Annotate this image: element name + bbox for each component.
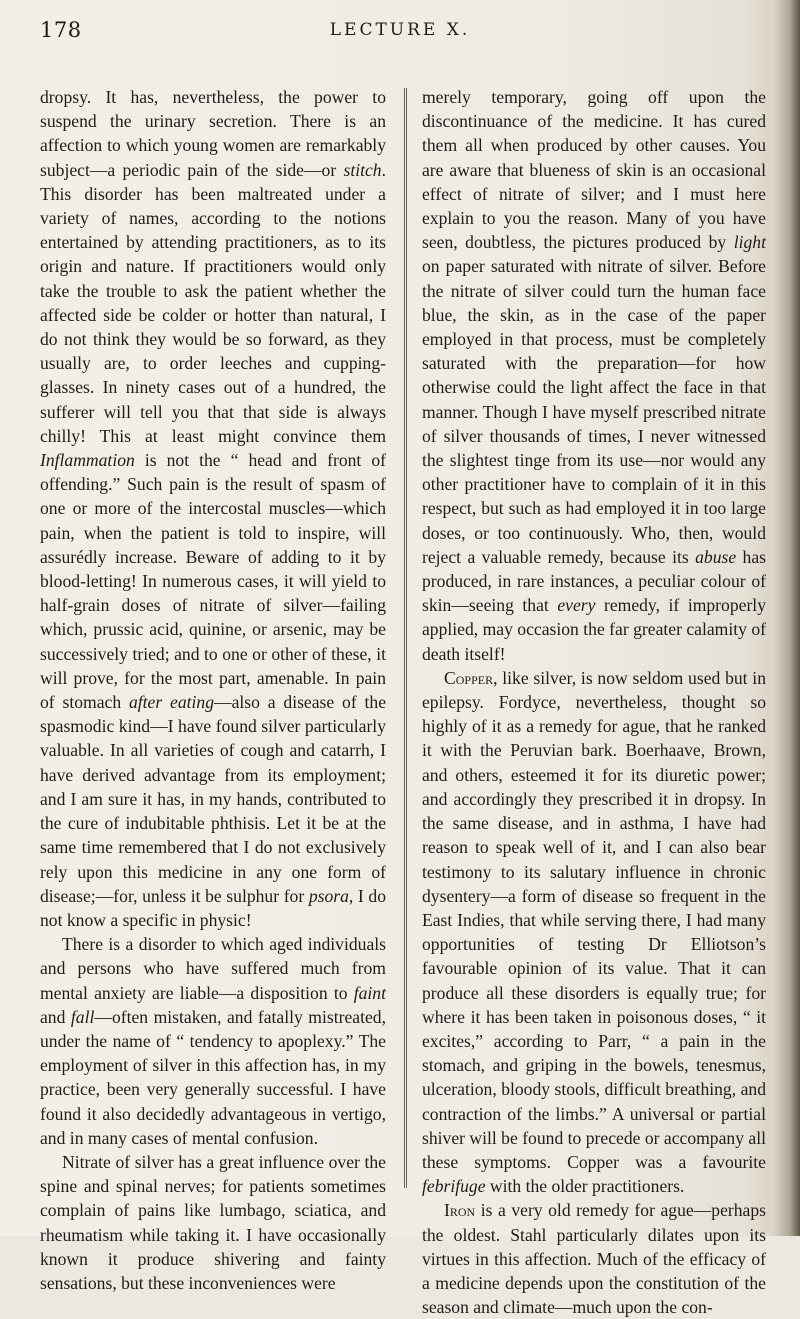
italic-text: abuse — [695, 546, 737, 567]
italic-text: after eating — [128, 692, 214, 713]
text-run: dropsy. It has, nevertheless, the power to suspend the urinary secretion. There is an affection to which young women are remarkably subject—a periodic pain of the side—or — [40, 87, 386, 180]
right-text-column — [422, 85, 766, 1319]
paragraph — [40, 1150, 386, 1295]
text-run: —also a disease of the spasmodic kind—I have found silver particularly valuable. In all varieties of cough and catarrh, I have derived advantage from its employment; and I am sure it has, in my hands, contributed to the cure of indubitable phthisis. Let it be at the same time remembered that I do not exclusively rely upon this medicine in any one form of disease;—for, unless it be sulphur for — [40, 692, 387, 906]
italic-text: light — [733, 232, 766, 253]
paragraph — [422, 666, 766, 1198]
small-caps-text: Copper — [444, 667, 494, 688]
paragraph — [40, 85, 386, 932]
text-run: , like silver, is now seldom used but in epilepsy. Fordyce, nevertheless, thought so highly of it as a remedy for ague, that he ranked it with the Peruvian bark. Boerhaave, Brown, and others, esteemed it for its diuretic power; and accordingly they prescribed it in dropsy. In the same disease, and in asthma, I have had reason to speak well of it, and I can also bear testimony to its salutary influence in chronic dysentery—a form of disease so frequent in the East Indies, that while serving there, I had many opportunities of testing Dr Elliotson’s favourable opinion of its value. That it can produce all these disorders is equally true; for where it has been taken in poisonous doses, “ it excites,” according to Parr, “ a pain in the stomach, and griping in the bowels, tenesmus, ulceration, bloody stools, difficult breathing, and contraction of the limbs.” A universal or partial shiver will be found to precede or accompany all these symptoms. Copper was a favourite — [422, 667, 766, 1172]
text-run: is a very old remedy for ague—perhaps the oldest. Stahl particularly dilates upon its virtues in this affection. Much of the efficacy of a medicine depends upon the constitution of the season and climate—much upon the con- — [422, 1200, 766, 1318]
paragraph — [40, 932, 386, 1150]
page-number: 178 — [40, 18, 82, 42]
text-run: There is a disorder to which aged individuals and persons who have suffered much from mental anxiety are liable—a disposition to — [40, 934, 386, 1003]
page-header — [40, 18, 760, 48]
text-run: Nitrate of silver has a great influence over the spine and spinal nerves; for patients sometimes complain of pains like lumbago, sciatica, and rheumatism while taking it. I have occasionally known it produce shivering and fainty sensations, but these inconveniences were — [40, 1151, 386, 1293]
text-run: on paper saturated with nitrate of silver. Before the nitrate of silver could turn the human face blue, the skin, as in the case of the paper employed in that process, must be completely saturated with the preparation—for how otherwise could the light affect the face in that manner. Though I have myself prescribed nitrate of silver thousands of times, I never witnessed the slightest tinge from its use—nor would any other practitioner have to complain of it in this respect, but such as had employed it in too large doses, or too continuously. Who, then, would reject a valuable remedy, because its — [422, 256, 766, 567]
italic-text: faint — [353, 982, 386, 1003]
text-run: . This disorder has been maltreated under a variety of names, according to the notions entertained by attending practitioners, as to its origin and nature. If practitioners would only take the trouble to ask the patient whether the affected side be colder or hotter than natural, I do not think they would be so forward, as they usually are, to order leeches and cupping-glasses. In ninety cases out of a hundred, the sufferer will tell you that that side is always chilly! This at least might convince them — [40, 159, 386, 446]
italic-text: stitch — [343, 159, 382, 180]
small-caps-text: Iron — [444, 1200, 476, 1221]
page-edge-shadow — [774, 0, 800, 1236]
text-run: and — [40, 1006, 71, 1027]
italic-text: fall — [70, 1006, 95, 1027]
italic-text: febrifuge — [422, 1176, 486, 1197]
running-head: LECTURE X. — [329, 20, 471, 40]
column-divider — [404, 88, 407, 1188]
text-run: remedy, if improperly applied, may occasion the far greater calamity of death itself! — [422, 595, 766, 664]
italic-text: psora — [308, 885, 349, 906]
text-run: , I do not know a specific in physic! — [40, 885, 386, 930]
text-run: with the older practitioners. — [485, 1176, 685, 1197]
text-run: —often mistaken, and fatally mistreated, under the name of “ tendency to apoplexy.” The employment of silver in this affection has, in my practice, been very generally successful. I have found it also decidedly advantageous in vertigo, and in many cases of mental confusion. — [40, 1006, 386, 1148]
paragraph — [422, 1198, 766, 1319]
text-run: is not the “ head and front of offending.” Such pain is the result of spasm of one or more of the intercostal muscles—which pain, when the patient is told to inspire, will assurédly increase. Beware of adding to it by blood-letting! In numerous cases, it will yield to half-grain doses of nitrate of silver—failing which, prussic acid, quinine, or arsenic, may be successively tried; and to one or other of these, it will prove, for the most part, amenable. In pain of stomach — [40, 450, 386, 713]
text-run: merely temporary, going off upon the discontinuance of the medicine. It has cured them all when produced by other causes. You are aware that blueness of skin is an occasional effect of nitrate of silver; and I must here explain to you the reason. Many of you have seen, doubtless, the pictures produced by — [422, 87, 766, 253]
italic-text: Inflammation — [40, 450, 135, 471]
paragraph — [422, 85, 766, 666]
italic-text: every — [557, 595, 596, 616]
text-run: has produced, in rare instances, a peculiar colour of skin—seeing that — [422, 546, 766, 616]
left-text-column — [40, 85, 386, 1295]
